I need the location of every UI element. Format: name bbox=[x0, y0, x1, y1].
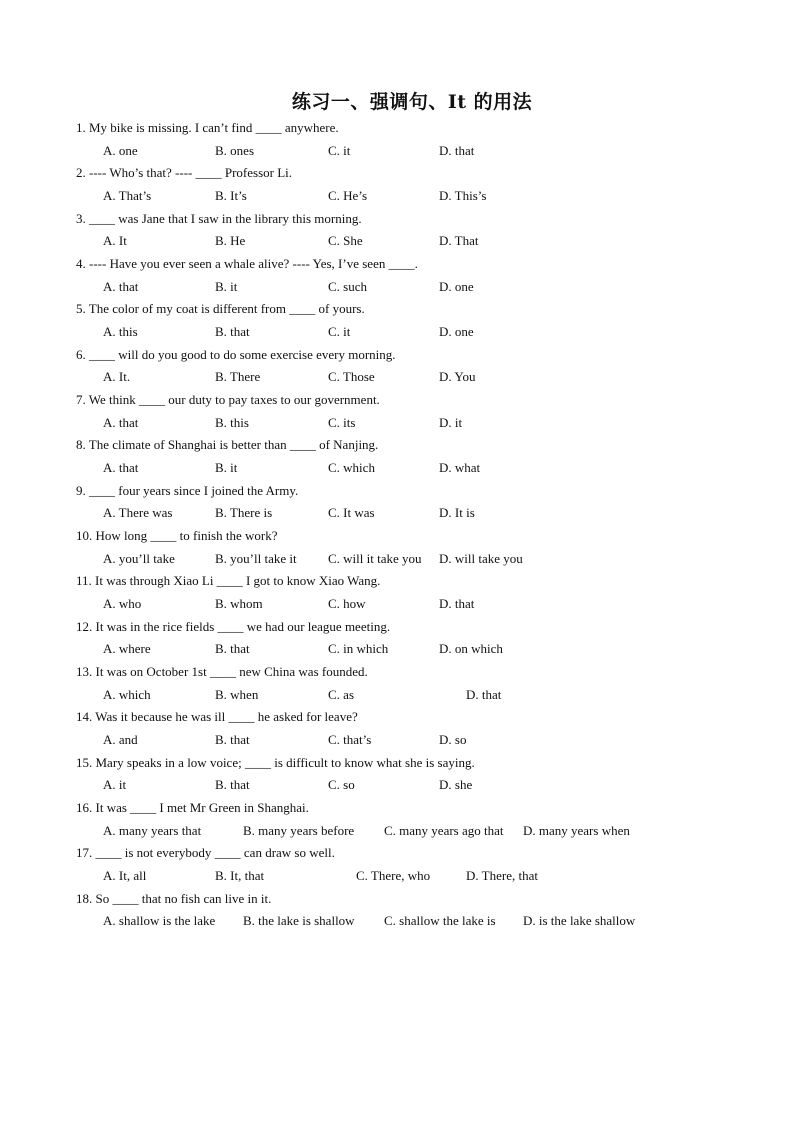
answer-option: C. it bbox=[328, 324, 351, 339]
answer-option: D. one bbox=[439, 279, 474, 294]
answer-option: A. this bbox=[103, 324, 138, 339]
answer-option: B. There is bbox=[215, 505, 273, 520]
answer-option: C. will it take you bbox=[328, 551, 422, 566]
answer-option: C. such bbox=[328, 279, 367, 294]
answer-option: C. it bbox=[328, 143, 351, 158]
worksheet-title: 练习一、强调句、It 的用法 bbox=[291, 91, 533, 113]
answer-option: D. This’s bbox=[439, 188, 487, 203]
answer-option: B. It, that bbox=[215, 868, 265, 883]
question-stem: 17. ____ is not everybody ____ can draw so well. bbox=[76, 845, 335, 860]
answer-option: A. that bbox=[103, 460, 139, 475]
question-stem: 7. We think ____ our duty to pay taxes to our government. bbox=[76, 392, 380, 407]
question-stem: 1. My bike is missing. I can’t find ____ anywhere. bbox=[76, 120, 339, 135]
answer-option: A. that bbox=[103, 415, 139, 430]
answer-option: C. in which bbox=[328, 641, 389, 656]
answer-option: B. it bbox=[215, 460, 238, 475]
answer-option: C. how bbox=[328, 596, 366, 611]
question-stem: 8. The climate of Shanghai is better than ____ of Nanjing. bbox=[76, 437, 379, 452]
question-stem: 11. It was through Xiao Li ____ I got to know Xiao Wang. bbox=[76, 573, 381, 588]
answer-option: D. she bbox=[439, 777, 473, 792]
answer-option: C. as bbox=[328, 687, 354, 702]
question-stem: 4. ---- Have you ever seen a whale alive? ---- Yes, I’ve seen ____. bbox=[76, 256, 418, 271]
question-stem: 10. How long ____ to finish the work? bbox=[76, 528, 278, 543]
answer-option: D. that bbox=[439, 143, 475, 158]
answer-option: D. that bbox=[439, 596, 475, 611]
answer-option: D. one bbox=[439, 324, 474, 339]
answer-option: A. who bbox=[103, 596, 142, 611]
answer-option: C. It was bbox=[328, 505, 375, 520]
answer-option: D. There, that bbox=[466, 868, 538, 883]
answer-option: C. Those bbox=[328, 369, 375, 384]
answer-option: A. you’ll take bbox=[103, 551, 175, 566]
answer-option: A. shallow is the lake bbox=[103, 913, 216, 928]
answer-option: D. will take you bbox=[439, 551, 523, 566]
question-stem: 12. It was in the rice fields ____ we had our league meeting. bbox=[76, 619, 391, 634]
question-stem: 5. The color of my coat is different from ____ of yours. bbox=[76, 301, 365, 316]
answer-option: A. It. bbox=[103, 369, 131, 384]
answer-option: C. She bbox=[328, 233, 363, 248]
question-stem: 18. So ____ that no fish can live in it. bbox=[76, 891, 272, 906]
answer-option: A. where bbox=[103, 641, 151, 656]
answer-option: C. There, who bbox=[356, 868, 431, 883]
answer-option: B. that bbox=[215, 641, 250, 656]
answer-option: D. many years when bbox=[523, 823, 630, 838]
answer-option: C. which bbox=[328, 460, 375, 475]
answer-option: D. on which bbox=[439, 641, 503, 656]
answer-option: B. that bbox=[215, 777, 250, 792]
answer-option: B. that bbox=[215, 324, 250, 339]
answer-option: A. There was bbox=[103, 505, 173, 520]
answer-option: C. many years ago that bbox=[384, 823, 504, 838]
answer-option: C. shallow the lake is bbox=[384, 913, 496, 928]
question-stem: 3. ____ was Jane that I saw in the library this morning. bbox=[76, 211, 362, 226]
question-stem: 13. It was on October 1st ____ new China was founded. bbox=[76, 664, 368, 679]
answer-option: B. when bbox=[215, 687, 259, 702]
question-stem: 16. It was ____ I met Mr Green in Shanghai. bbox=[76, 800, 309, 815]
answer-option: A. one bbox=[103, 143, 138, 158]
answer-option: B. it bbox=[215, 279, 238, 294]
answer-option: B. that bbox=[215, 732, 250, 747]
answer-option: C. He’s bbox=[328, 188, 367, 203]
answer-option: B. ones bbox=[215, 143, 254, 158]
answer-option: C. so bbox=[328, 777, 355, 792]
answer-option: A. many years that bbox=[103, 823, 202, 838]
answer-option: B. this bbox=[215, 415, 249, 430]
answer-option: C. its bbox=[328, 415, 356, 430]
answer-option: A. It, all bbox=[103, 868, 147, 883]
answer-option: D. so bbox=[439, 732, 467, 747]
answer-option: A. it bbox=[103, 777, 127, 792]
answer-option: B. many years before bbox=[243, 823, 355, 838]
answer-option: B. There bbox=[215, 369, 261, 384]
question-stem: 2. ---- Who’s that? ---- ____ Professor Li. bbox=[76, 165, 293, 180]
answer-option: D. It is bbox=[439, 505, 475, 520]
question-stem: 9. ____ four years since I joined the Army. bbox=[76, 483, 299, 498]
answer-option: A. It bbox=[103, 233, 127, 248]
answer-option: A. which bbox=[103, 687, 151, 702]
question-stem: 15. Mary speaks in a low voice; ____ is difficult to know what she is saying. bbox=[76, 755, 475, 770]
answer-option: B. the lake is shallow bbox=[243, 913, 355, 928]
answer-option: D. That bbox=[439, 233, 479, 248]
question-stem: 6. ____ will do you good to do some exercise every morning. bbox=[76, 347, 396, 362]
answer-option: A. That’s bbox=[103, 188, 152, 203]
answer-option: B. He bbox=[215, 233, 246, 248]
answer-option: A. that bbox=[103, 279, 139, 294]
question-stem: 14. Was it because he was ill ____ he asked for leave? bbox=[76, 709, 358, 724]
answer-option: B. It’s bbox=[215, 188, 247, 203]
answer-option: D. You bbox=[439, 369, 476, 384]
answer-option: C. that’s bbox=[328, 732, 372, 747]
answer-option: D. is the lake shallow bbox=[523, 913, 636, 928]
answer-option: B. whom bbox=[215, 596, 263, 611]
answer-option: D. what bbox=[439, 460, 481, 475]
answer-option: D. it bbox=[439, 415, 463, 430]
answer-option: B. you’ll take it bbox=[215, 551, 297, 566]
answer-option: D. that bbox=[466, 687, 502, 702]
answer-option: A. and bbox=[103, 732, 138, 747]
